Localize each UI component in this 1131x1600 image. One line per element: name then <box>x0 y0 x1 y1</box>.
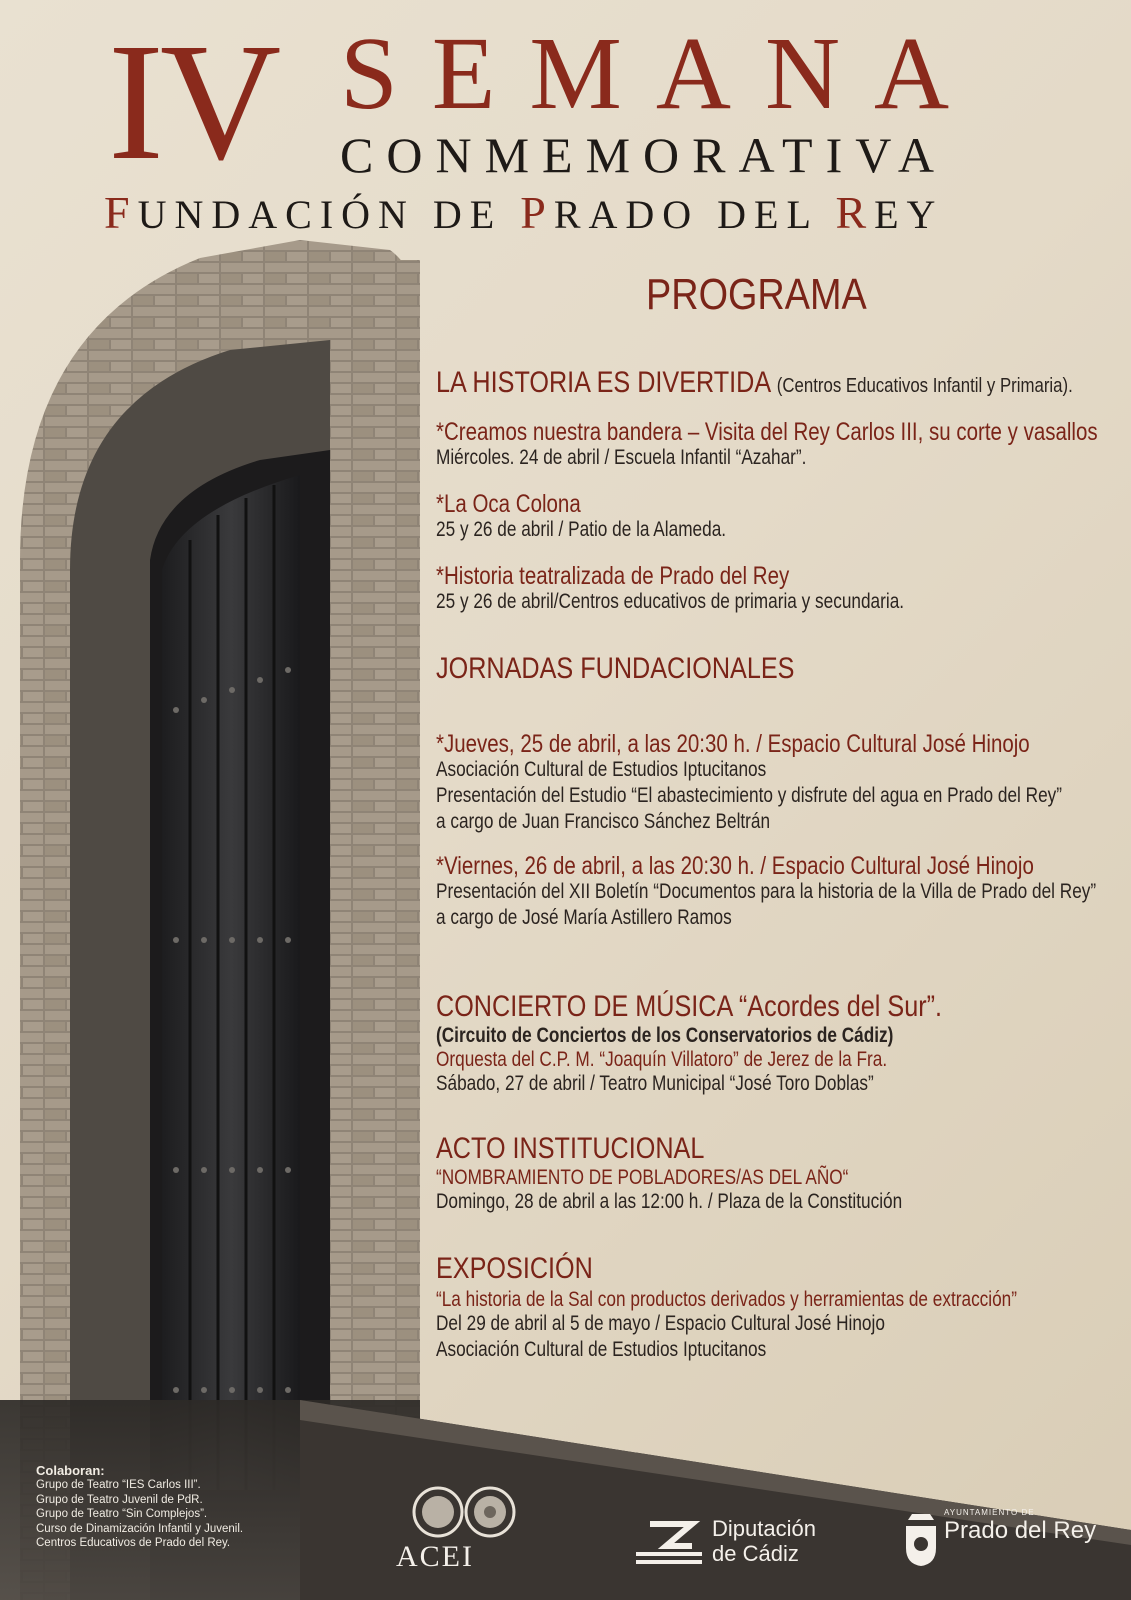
concert-circuit: (Circuito de Conciertos de los Conservatorios de Cádiz) <box>436 1024 894 1047</box>
title-semana: SEMANA <box>340 16 984 131</box>
collaborator: Grupo de Teatro “IES Carlos III”. <box>36 1479 201 1492</box>
edition-numeral: IV <box>108 9 278 195</box>
section-title: LA HISTORIA ES DIVERTIDA <box>436 366 770 399</box>
event-detail: 25 y 26 de abril/Centros educativos de primaria y secundaria. <box>436 590 905 613</box>
collaborator: Centros Educativos de Prado del Rey. <box>36 1537 231 1550</box>
event-line: a cargo de Juan Francisco Sánchez Beltrán <box>436 810 771 833</box>
section-historia-divertida <box>436 366 1073 400</box>
event-line: Asociación Cultural de Estudios Iptucitanos <box>436 758 767 781</box>
text-ey: EY <box>874 192 944 237</box>
event-detail: 25 y 26 de abril / Patio de la Alameda. <box>436 518 727 541</box>
event-line: Presentación del XII Boletín “Documentos para la historia de la Villa de Prado del Rey” <box>436 880 1097 903</box>
text-undacion: UNDACIÓN DE <box>137 192 521 237</box>
section-jornadas: JORNADAS FUNDACIONALES <box>436 652 795 685</box>
coat-of-arms-icon <box>902 1512 940 1568</box>
section-concierto: CONCIERTO DE MÚSICA “Acordes del Sur”. <box>436 990 942 1023</box>
acei-logo-text: ACEI <box>396 1540 474 1573</box>
collaborator: Grupo de Teatro “Sin Complejos”. <box>36 1508 208 1521</box>
text-rado: RADO DEL <box>553 192 836 237</box>
event-detail: Miércoles. 24 de abril / Escuela Infantil “Azahar”. <box>436 446 807 469</box>
title-fundacion <box>104 187 944 238</box>
event-title: *La Oca Colona <box>436 490 581 518</box>
exposicion-subtitle: “La historia de la Sal con productos derivados y herramientas de extracción” <box>436 1288 1018 1311</box>
concert-orchestra: Orquesta del C.P. M. “Joaquín Villatoro” de Jerez de la Fra. <box>436 1048 888 1071</box>
event-title: *Jueves, 25 de abril, a las 20:30 h. / Espacio Cultural José Hinojo <box>436 730 1030 758</box>
cap-p: P <box>520 187 554 238</box>
diputacion-line: de Cádiz <box>712 1541 799 1566</box>
collaborator: Curso de Dinamización Infantil y Juvenil. <box>36 1522 244 1535</box>
cap-r: R <box>835 187 875 238</box>
programa-heading: PROGRAMA <box>646 270 867 319</box>
collaborators <box>36 1464 243 1550</box>
title-conmemorativa: CONMEMORATIVA <box>340 127 948 183</box>
concert-detail: Sábado, 27 de abril / Teatro Municipal “José Toro Doblas” <box>436 1072 874 1095</box>
diputacion-line: Diputación <box>712 1516 816 1541</box>
acto-detail: Domingo, 28 de abril a las 12:00 h. / Plaza de la Constitución <box>436 1190 903 1213</box>
exposicion-line: Del 29 de abril al 5 de mayo / Espacio Cultural José Hinojo <box>436 1312 885 1335</box>
section-subtitle: (Centros Educativos Infantil y Primaria). <box>776 375 1073 397</box>
section-acto: ACTO INSTITUCIONAL <box>436 1132 705 1165</box>
diputacion-logo-icon <box>636 1520 706 1566</box>
ayuntamiento-name: Prado del Rey <box>944 1517 1097 1544</box>
event-line: a cargo de José María Astillero Ramos <box>436 906 732 929</box>
ayuntamiento-logo-text <box>944 1508 1096 1545</box>
event-title: *Creamos nuestra bandera – Visita del Rey Carlos III, su corte y vasallos <box>436 418 1098 446</box>
event-title: *Historia teatralizada de Prado del Rey <box>436 562 790 590</box>
collaborator: Grupo de Teatro Juvenil de PdR. <box>36 1493 203 1506</box>
section-exposicion: EXPOSICIÓN <box>436 1252 593 1285</box>
exposicion-line: Asociación Cultural de Estudios Iptucitanos <box>436 1338 767 1361</box>
acei-coins-icon <box>410 1484 520 1540</box>
collaborators-heading: Colaboran: <box>36 1463 105 1478</box>
acto-subtitle: “NOMBRAMIENTO DE POBLADORES/AS DEL AÑO“ <box>436 1166 849 1189</box>
event-title: *Viernes, 26 de abril, a las 20:30 h. / Espacio Cultural José Hinojo <box>436 852 1034 880</box>
ayuntamiento-label: AYUNTAMIENTO DE <box>944 1508 1035 1517</box>
cap-f: F <box>104 187 138 238</box>
diputacion-logo-text <box>712 1516 816 1566</box>
event-line: Presentación del Estudio “El abastecimiento y disfrute del agua en Prado del Rey” <box>436 784 1063 807</box>
door <box>162 475 300 1490</box>
